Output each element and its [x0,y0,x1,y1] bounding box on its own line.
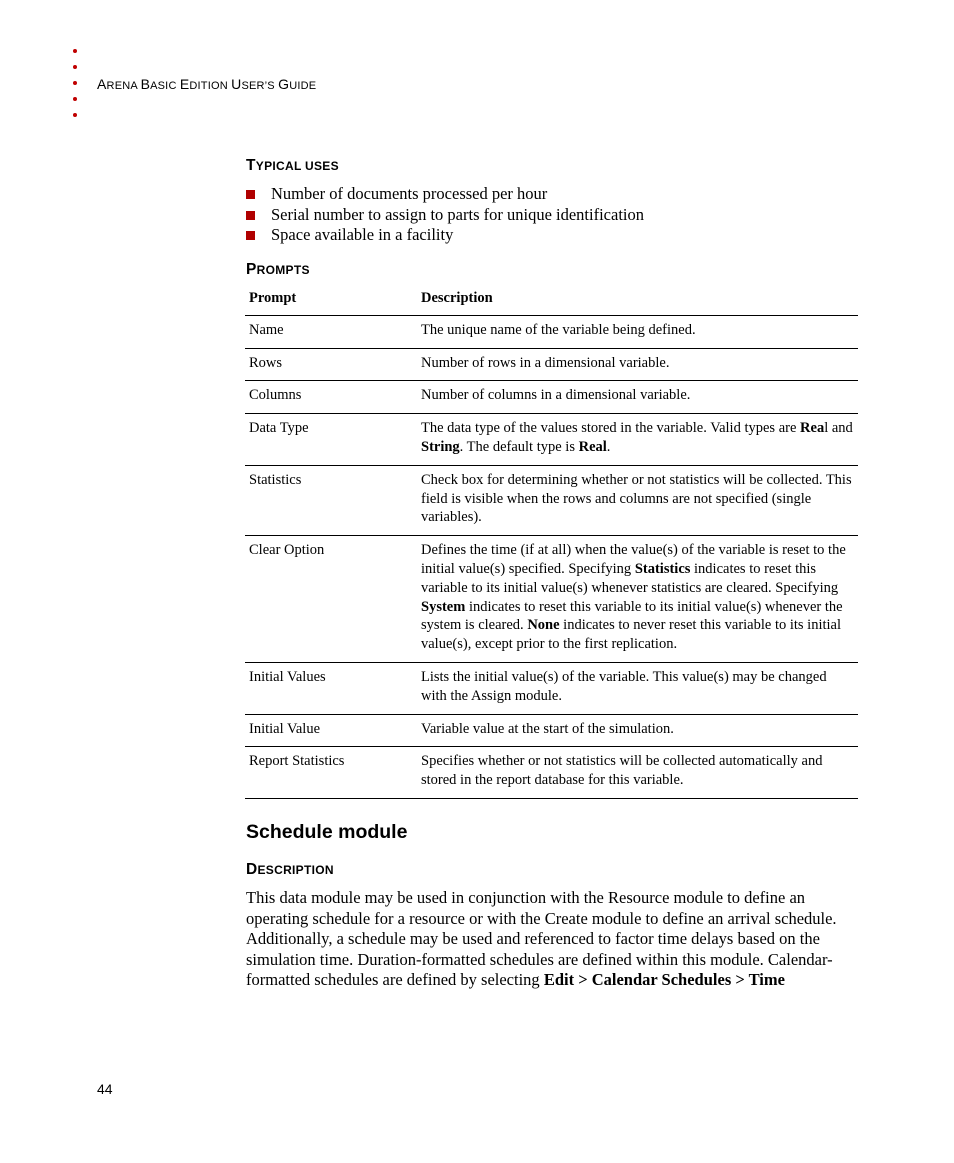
text-run: Lists the initial value(s) of the variable. This value(s) may be changed with the Assign module. [421,668,827,704]
description-paragraph [246,888,858,991]
description-cell [417,414,858,466]
description-cell [417,381,858,414]
table-body [245,315,858,798]
prompts-table [245,285,858,799]
typical-uses-list [246,184,644,246]
text-run: Variable value at the start of the simulation. [421,720,674,737]
text-run: This data module may be used in conjunction with the Resource module to define an operating schedule for a resource or with the Create module to define an arrival schedule. Additionally, a schedule may be used and referenced to factor time delays based on the simulation time. Duration-formatted schedules are defined within this module. Calendar-formatted schedules are defined by selecting [246,888,837,989]
bullet-square-icon [246,231,255,240]
heading-rest: YPICAL USES [255,159,339,173]
list-item-text: Space available in a facility [271,225,454,244]
heading-initial: D [246,861,258,878]
list-item [246,184,644,205]
table-row [245,381,858,414]
bold-term: Edit > Calendar Schedules > Time [543,970,785,989]
margin-dot [73,97,77,101]
header-text: UIDE [289,80,317,92]
text-run: Number of rows in a dimensional variable. [421,354,670,371]
column-header-prompt: Prompt [245,285,417,315]
table-row [245,348,858,381]
table-row [245,315,858,348]
bold-term: Statistics [634,560,691,577]
text-run: Defines the time (if at all) when the value(s) of the variable is reset to the initial value(s) specified. Specifying [421,542,846,577]
text-run: The data type of the values stored in the variable. Valid types are [421,420,801,437]
heading-rest: ROMPTS [256,263,310,277]
text-run: Specifies whether or not statistics will be collected automatically and stored in the report database for this variable. [421,753,823,789]
header-text: DITION [189,80,232,92]
header-text: A [97,76,107,92]
heading-rest: ESCRIPTION [257,863,334,877]
table-row [245,662,858,714]
bold-term: Rea [800,420,825,437]
prompts-heading [246,261,310,279]
list-item-text: Number of documents processed per hour [271,184,548,203]
page-number: 44 [97,1081,113,1097]
margin-dot [73,81,77,85]
prompt-cell: Clear Option [245,536,417,663]
bold-term: String [421,438,460,455]
header-text: U [231,76,242,92]
description-cell [417,536,858,663]
bullet-square-icon [246,190,255,199]
list-item [246,205,644,226]
header-text: RENA [106,80,141,92]
description-cell [417,747,858,799]
table-row [245,536,858,663]
description-cell [417,315,858,348]
header-text: E [179,76,190,92]
text-run: . The default type is [459,438,579,455]
prompt-cell: Initial Values [245,662,417,714]
prompt-cell: Name [245,315,417,348]
text-run: . [606,438,611,455]
bold-term: Real [578,438,607,455]
column-header-description: Description [417,285,858,315]
text-run: Number of columns in a dimensional variable. [421,387,691,404]
text-run: Check box for determining whether or not statistics will be collected. This field is visible when the rows and columns are not specified (single variables). [421,471,852,526]
list-item-text: Serial number to assign to parts for unique identification [271,204,644,224]
section-title: Schedule module [246,821,408,843]
text-run: indicates to reset this variable to its initial value(s) whenever the system is cleared. [421,598,843,634]
description-cell [417,662,858,714]
running-header [97,76,316,92]
bold-term: None [527,617,560,634]
text-run: indicates to never reset this variable to its initial value(s), except prior to the first replication. [421,617,842,653]
table-row [245,414,858,466]
table-row [245,465,858,535]
bold-term: System [421,598,466,615]
header-text: SER’S [241,80,279,92]
prompt-cell: Report Statistics [245,747,417,799]
heading-initial: T [246,157,256,174]
typical-uses-heading [246,157,339,175]
margin-dot [73,113,77,117]
table-row [245,714,858,747]
table-header-row [245,285,858,315]
description-cell [417,348,858,381]
prompt-cell: Rows [245,348,417,381]
margin-dot [73,49,77,53]
header-text: ASIC [150,80,180,92]
table-row [245,747,858,799]
text-run: indicates to reset this variable to its initial value(s) whenever statistics are cleared. Specifying [421,560,839,596]
description-cell [417,465,858,535]
header-text: B [140,76,151,92]
description-cell [417,714,858,747]
margin-dot [73,65,77,69]
prompt-cell: Initial Value [245,714,417,747]
bullet-square-icon [246,211,255,220]
text-run: The unique name of the variable being defined. [421,321,696,338]
prompt-cell: Data Type [245,414,417,466]
header-text: G [278,76,290,92]
list-item [246,225,644,246]
text-run: l and [824,420,853,437]
heading-initial: P [246,261,257,278]
description-heading [246,861,334,879]
prompt-cell: Columns [245,381,417,414]
prompt-cell: Statistics [245,465,417,535]
